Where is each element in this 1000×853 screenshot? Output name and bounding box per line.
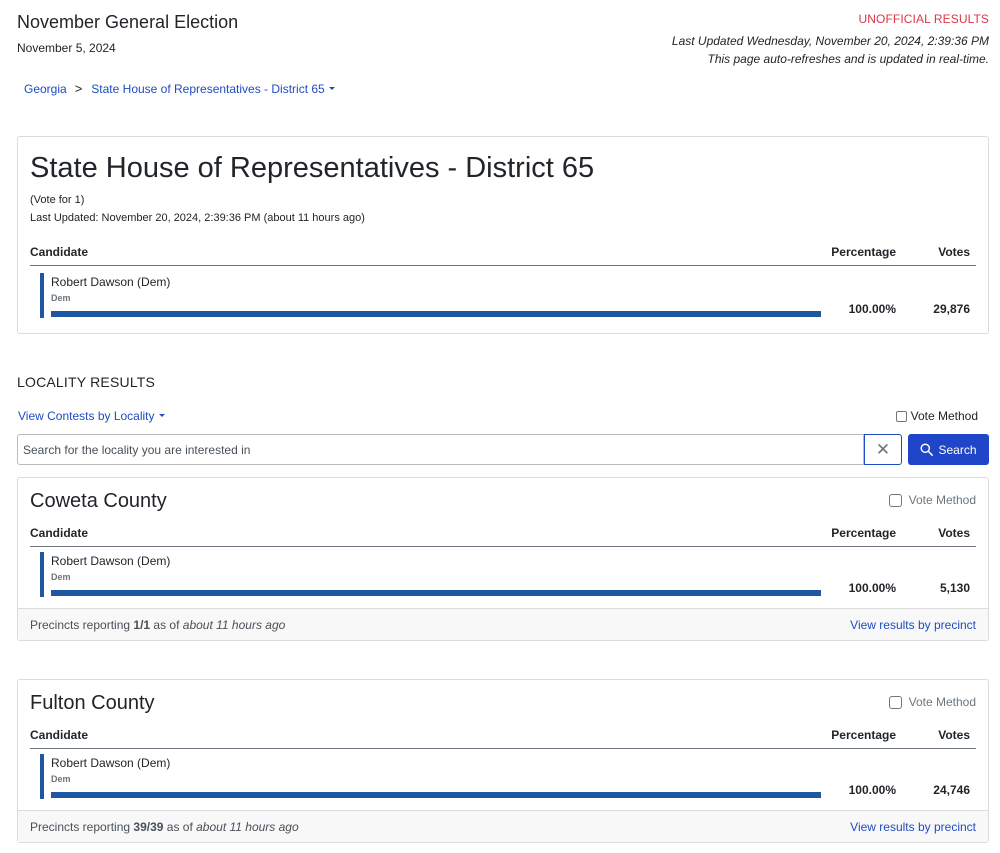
county-name: Coweta County (30, 490, 167, 512)
column-header-votes: Votes (938, 526, 970, 540)
column-header-candidate: Candidate (30, 526, 89, 540)
unofficial-results-label: UNOFFICIAL RESULTS (858, 12, 989, 26)
county-card-coweta (17, 477, 989, 641)
precincts-reporting (30, 820, 299, 834)
vote-share-bar-fill (51, 792, 821, 798)
column-header-votes: Votes (938, 728, 970, 742)
caret-down-icon (329, 87, 335, 90)
vote-share-bar-fill (51, 311, 821, 317)
column-header-votes: Votes (938, 245, 970, 259)
candidate-name: Robert Dawson (Dem) (51, 275, 171, 289)
candidate-party: Dem (51, 572, 71, 582)
precincts-time: about 11 hours ago (196, 820, 299, 834)
column-header-percentage: Percentage (831, 728, 896, 742)
candidate-name: Robert Dawson (Dem) (51, 554, 171, 568)
view-contests-by-locality-dropdown[interactable] (18, 409, 165, 423)
precincts-asof: as of (166, 820, 193, 834)
candidate-party: Dem (51, 774, 71, 784)
precincts-reporting (30, 618, 285, 632)
results-table-header (30, 523, 976, 547)
contest-title: State House of Representatives - District 65 (30, 152, 595, 184)
view-contests-label: View Contests by Locality (18, 409, 155, 423)
vote-share-bar-fill (51, 590, 821, 596)
vote-share-bar (51, 792, 821, 798)
county-vote-method-checkbox[interactable] (889, 696, 902, 709)
breadcrumb-contest-label: State House of Representatives - District 65 (91, 81, 325, 96)
precincts-asof: as of (153, 618, 180, 632)
last-updated-text: Last Updated Wednesday, November 20, 2024, 2:39:36 PM (671, 34, 989, 48)
county-vote-method-toggle[interactable] (889, 695, 976, 709)
column-header-percentage: Percentage (831, 245, 896, 259)
breadcrumb-separator: > (74, 81, 83, 96)
breadcrumb-contest-dropdown[interactable] (91, 82, 334, 96)
results-table-header (30, 242, 976, 266)
candidate-row (30, 749, 976, 799)
breadcrumb (24, 81, 335, 96)
contest-results-card (17, 136, 989, 334)
search-icon (920, 443, 933, 456)
page-header (17, 12, 989, 72)
county-name: Fulton County (30, 692, 155, 714)
search-button-label: Search (938, 442, 977, 457)
vote-method-toggle[interactable] (896, 409, 978, 423)
county-vote-method-checkbox[interactable] (889, 494, 902, 507)
clear-search-button[interactable] (864, 434, 902, 465)
caret-down-icon (159, 414, 165, 417)
candidate-votes: 24,746 (933, 783, 970, 797)
precincts-count: 1/1 (133, 618, 151, 632)
precincts-prefix: Precincts reporting (30, 618, 131, 632)
column-header-candidate: Candidate (30, 245, 89, 259)
election-date: November 5, 2024 (17, 41, 116, 55)
column-header-percentage: Percentage (831, 526, 896, 540)
county-vote-method-label: Vote Method (908, 493, 976, 507)
party-color-stripe (40, 754, 44, 799)
candidate-percentage: 100.00% (848, 581, 896, 595)
party-color-stripe (40, 273, 44, 318)
view-results-by-precinct-link[interactable]: View results by precinct (850, 820, 976, 834)
view-results-by-precinct-link[interactable]: View results by precinct (850, 618, 976, 632)
candidate-row (30, 547, 976, 597)
candidate-votes: 29,876 (933, 302, 970, 316)
vote-share-bar (51, 311, 821, 317)
county-footer (18, 810, 988, 842)
auto-refresh-note: This page auto-refreshes and is updated in real-time. (707, 52, 989, 66)
precincts-count: 39/39 (133, 820, 164, 834)
search-button[interactable] (908, 434, 989, 465)
candidate-name: Robert Dawson (Dem) (51, 756, 171, 770)
candidate-votes: 5,130 (939, 581, 970, 595)
candidate-percentage: 100.00% (848, 783, 896, 797)
vote-method-label: Vote Method (910, 409, 978, 423)
locality-search-input[interactable] (17, 434, 864, 465)
precincts-time: about 11 hours ago (182, 618, 286, 632)
county-footer (18, 608, 988, 640)
candidate-party: Dem (51, 293, 71, 303)
party-color-stripe (40, 552, 44, 597)
breadcrumb-georgia-link[interactable]: Georgia (24, 81, 67, 96)
candidate-percentage: 100.00% (848, 302, 896, 316)
county-card-fulton (17, 679, 989, 843)
results-table-header (30, 725, 976, 749)
county-vote-method-label: Vote Method (908, 695, 976, 709)
election-title: November General Election (17, 12, 239, 32)
locality-results-heading: LOCALITY RESULTS (17, 374, 156, 390)
candidate-row (30, 268, 976, 318)
vote-method-checkbox[interactable] (896, 411, 907, 422)
vote-for-text: (Vote for 1) (30, 194, 85, 206)
county-vote-method-toggle[interactable] (889, 493, 976, 507)
column-header-candidate: Candidate (30, 728, 89, 742)
close-icon: ✕ (875, 439, 891, 459)
vote-share-bar (51, 590, 821, 596)
precincts-prefix: Precincts reporting (30, 820, 131, 834)
contest-last-updated: Last Updated: November 20, 2024, 2:39:36 PM (about 11 hours ago) (30, 212, 365, 224)
